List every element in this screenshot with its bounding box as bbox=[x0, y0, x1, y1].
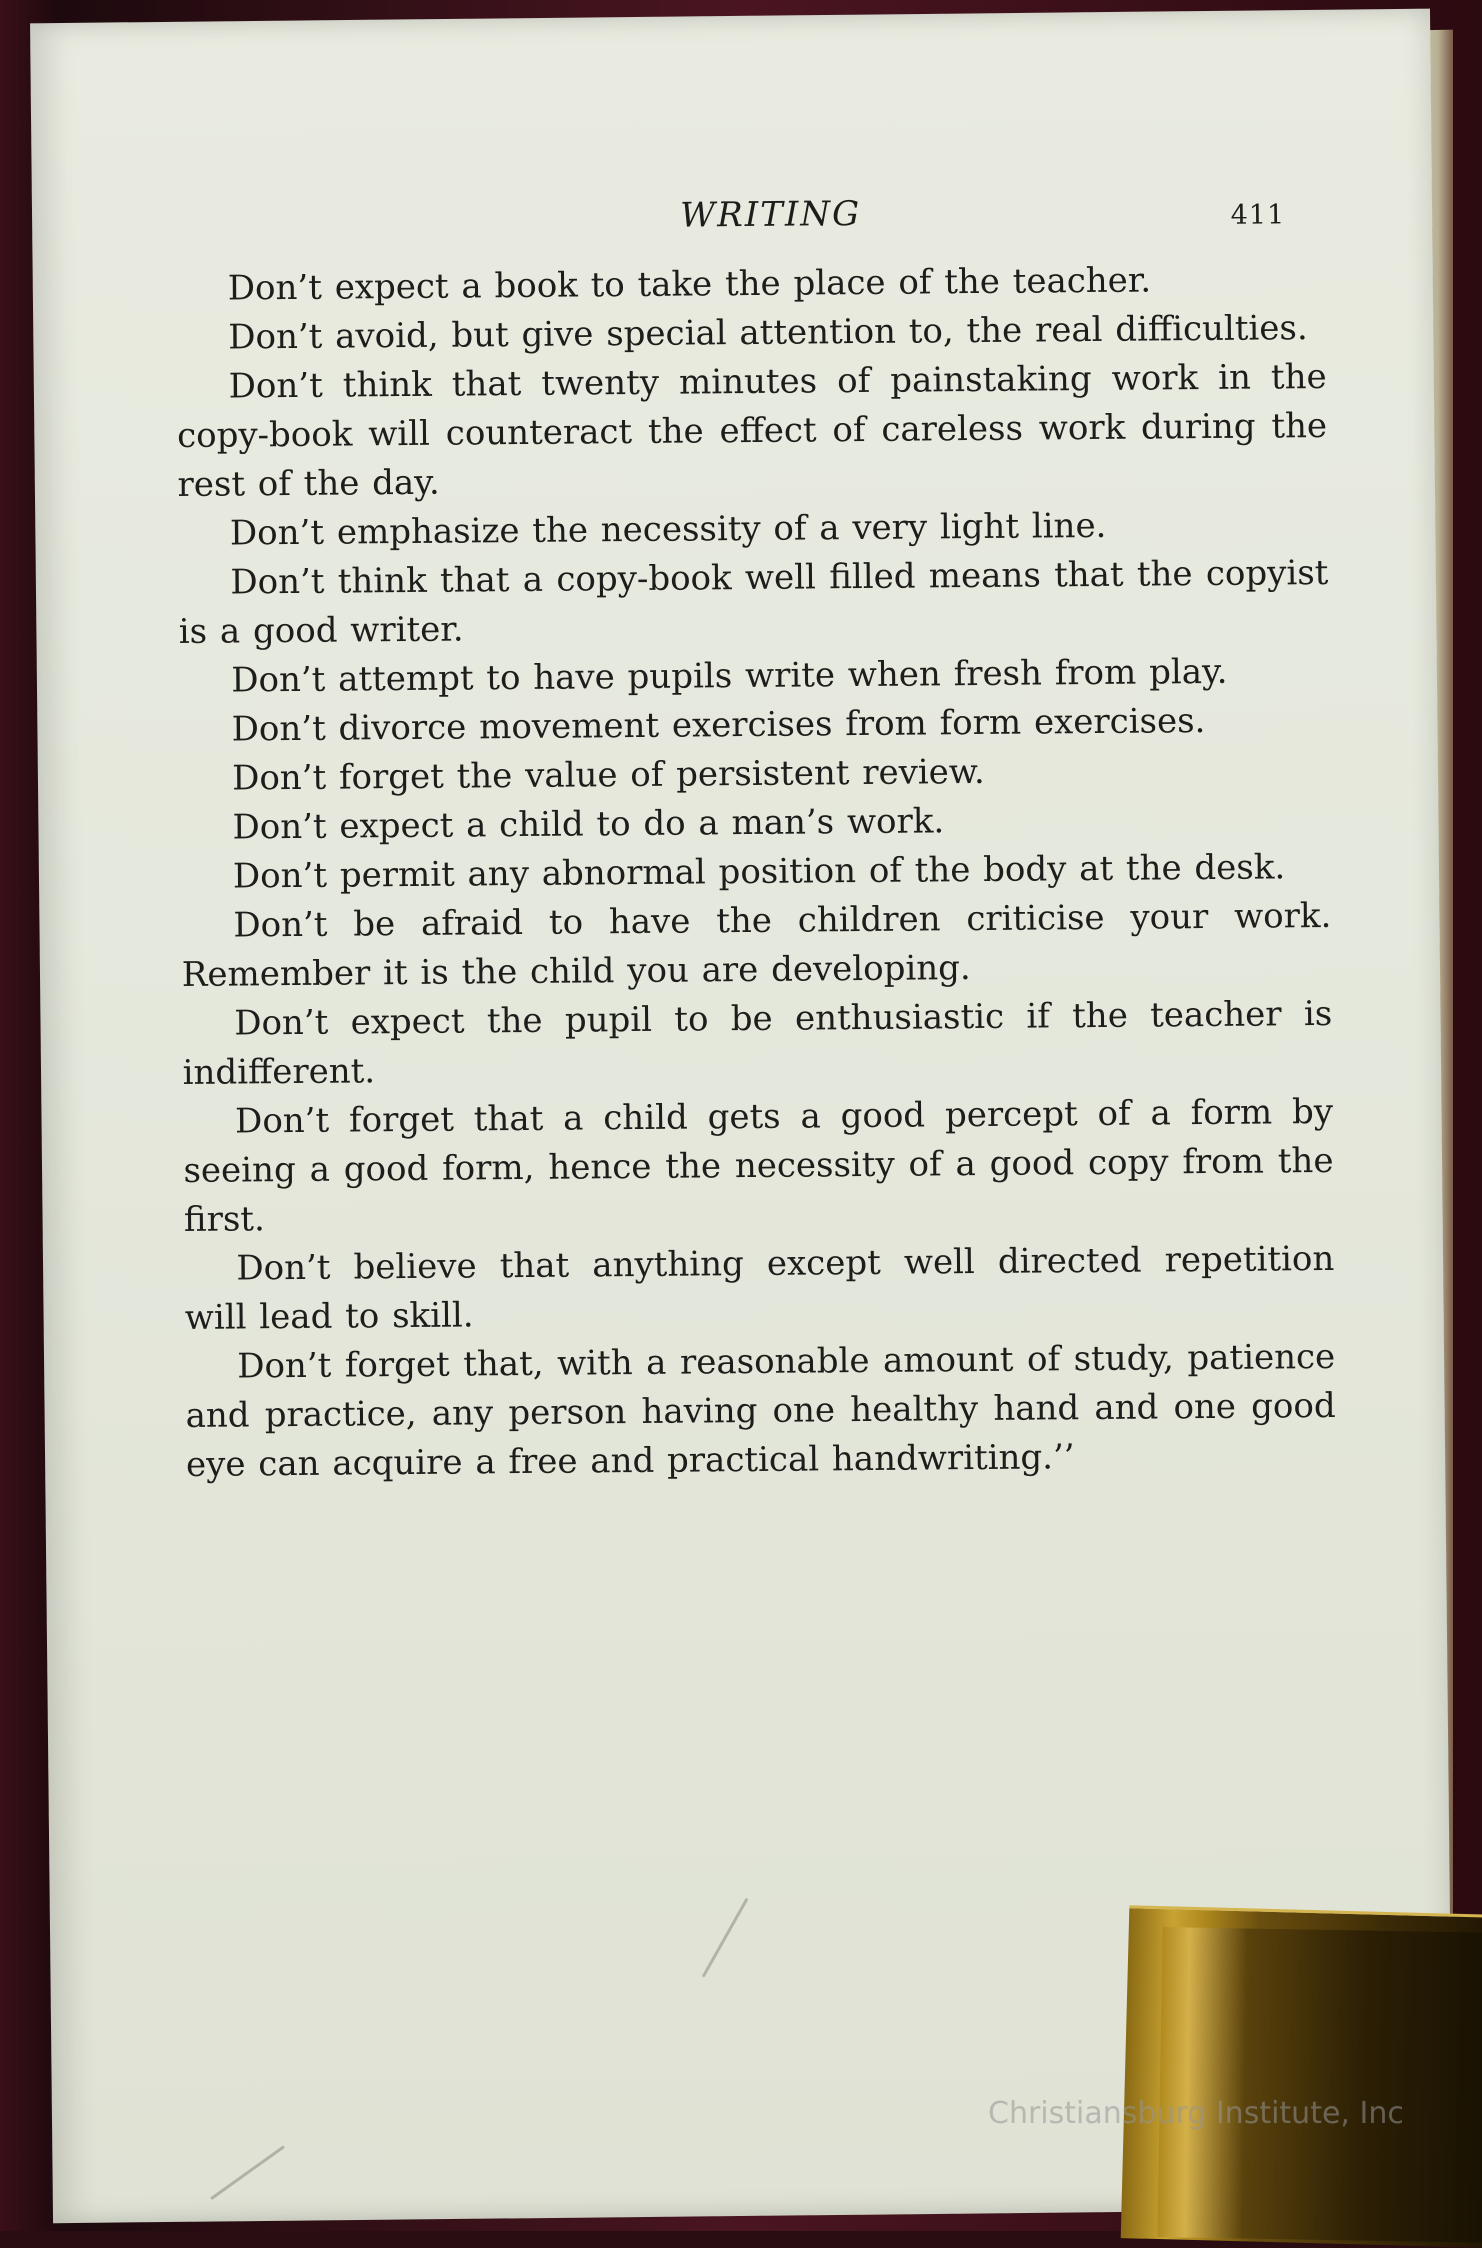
page-number: 411 bbox=[1230, 199, 1286, 231]
pencil-mark bbox=[210, 2145, 285, 2200]
running-head bbox=[175, 185, 1326, 265]
paragraph: Don’t forget that, with a reasonable amount of study, patience and practice, any person having one healthy hand and one good eye can acquire a free and practical handwriting.’’ bbox=[185, 1336, 1336, 1485]
paragraph: Don’t permit any abnormal position of the body at the desk. bbox=[232, 847, 1286, 897]
paragraph: Don’t expect the pupil to be enthusiastic if the teacher is indifferent. bbox=[182, 993, 1333, 1093]
paragraph: Don’t avoid, but give special attention to, the real difficulties. bbox=[228, 308, 1308, 358]
paragraph: Don’t forget the value of persistent review. bbox=[231, 751, 985, 799]
paragraph: Don’t think that twenty minutes of painstaking work in the copy-book will counteract the effect of careless work during the rest of the day. bbox=[176, 356, 1328, 505]
paragraph: Don’t believe that anything except well directed repetition will lead to skill. bbox=[184, 1238, 1335, 1338]
text-block bbox=[175, 185, 1336, 1490]
paragraph: Don’t think that a copy-book well filled means that the copyist is a good writer. bbox=[178, 552, 1329, 652]
pencil-mark bbox=[702, 1898, 749, 1978]
paragraph: Don’t emphasize the necessity of a very light line. bbox=[229, 505, 1107, 554]
paragraph: Don’t divorce movement exercises from form exercises. bbox=[231, 701, 1206, 750]
paragraph: Don’t expect a child to do a man’s work. bbox=[232, 801, 945, 848]
paragraph: Don’t attempt to have pupils write when fresh from play. bbox=[231, 651, 1228, 701]
paragraph: Don’t forget that a child gets a good percept of a form by seeing a good form, hence the necessity of a good copy from the first. bbox=[183, 1091, 1334, 1240]
running-title: WRITING bbox=[680, 194, 862, 236]
paragraph: Don’t be afraid to have the children criticise your work. Remember it is the child you are developing. bbox=[181, 895, 1332, 995]
gold-book-sleeve-inner bbox=[1157, 1927, 1482, 2243]
watermark: Christiansburg Institute, Inc bbox=[988, 2096, 1404, 2131]
paragraph: Don’t expect a book to take the place of the teacher. bbox=[227, 260, 1152, 309]
